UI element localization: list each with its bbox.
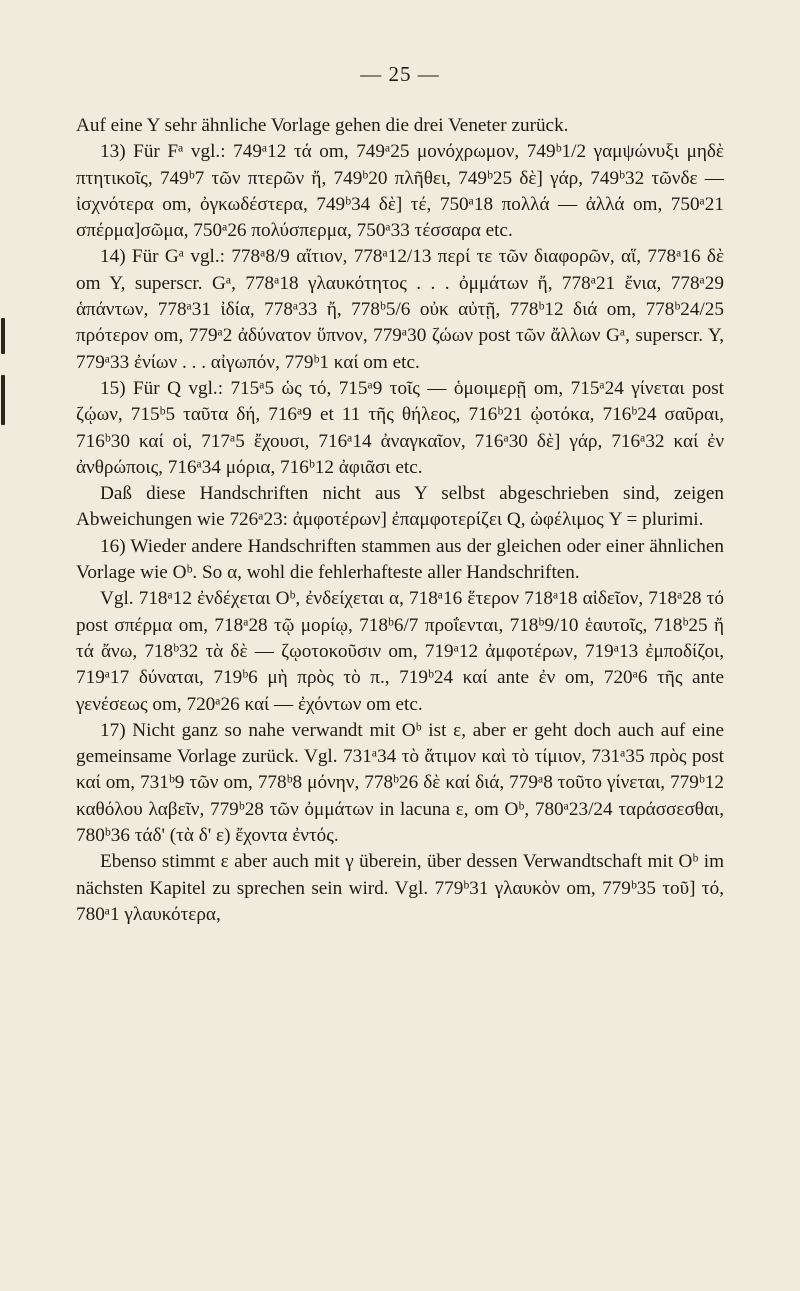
paragraph: Daß diese Handschriften nicht aus Y selbst abgeschrieben sind, zeigen Abweichungen wie 726ᵃ23: ἀμφοτέρων] ἐπαμφοτερίζει Q, ὠφέλιμος Y = plurimi. <box>76 483 724 531</box>
edge-mark <box>1 318 5 354</box>
document-page <box>76 62 724 928</box>
paragraph: 15) Für Q vgl.: 715ᵃ5 ὡς τό, 715ᵃ9 τοῖς — ὁμοιμερῇ om, 715ᵃ24 γίνεται post ζῴων, 715ᵇ5 ταῦτα δή, 716ᵃ9 et 11 τῆς θήλεος, 716ᵇ21 ᾠοτόκα, 716ᵇ24 σαῦραι, 716ᵇ30 καί οἱ, 717ᵃ5 ἔχουσι, 716ᵃ14 ἀναγκαῖον, 716ᵃ30 δὲ] γάρ, 716ᵃ32 καί ἐν ἀνθρώποις, 716ᵃ34 μόρια, 716ᵇ12 ἀφιᾶσι etc. <box>76 377 724 478</box>
body-text <box>76 113 724 928</box>
paragraph: 14) Für Gᵃ vgl.: 778ᵃ8/9 αἴτιον, 778ᵃ12/13 περί τε τῶν διαφορῶν, αἵ, 778ᵃ16 δὲ om Y, superscr. Gᵃ, 778ᵃ18 γλαυκότητος . . . ὀμμάτων ἤ, 778ᵃ21 ἔνια, 778ᵃ29 ἁπάντων, 778ᵃ31 ἰδία, 778ᵃ33 ἤ, 778ᵇ5/6 οὐκ αὐτῇ, 778ᵇ12 διά om, 778ᵇ24/25 πρότερον om, 779ᵃ2 ἀδύνατον ὕπνον, 779ᵃ30 ζώων post τῶν ἄλλων Gᵃ, superscr. Y, 779ᵃ33 ἐνίων . . . αἰγωπόν, 779ᵇ1 καί om etc. <box>76 246 724 373</box>
page-edge-marks <box>0 0 14 1291</box>
paragraph: Ebenso stimmt ε aber auch mit γ überein, über dessen Verwandtschaft mit Oᵇ im nächsten Kapitel zu sprechen sein wird. Vgl. 779ᵇ31 γλαυκὸν om, 779ᵇ35 τοῦ] τό, 780ᵃ1 γλαυκότερα, <box>76 851 724 925</box>
edge-mark <box>1 375 5 425</box>
paragraph: 13) Für Fᵃ vgl.: 749ᵃ12 τά om, 749ᵃ25 μονόχρωμον, 749ᵇ1/2 γαμψώνυξι μηδὲ πτητικοῖς, 749ᵇ7 τῶν πτερῶν ἤ, 749ᵇ20 πλῆθει, 749ᵇ25 δὲ] γάρ, 749ᵇ32 τῶνδε — ἰσχνότερα om, ὀγκωδέστερα, 749ᵇ34 δὲ] τέ, 750ᵃ18 πολλά — ἀλλά om, 750ᵃ21 σπέρμα]σῶμα, 750ᵃ26 πολύσπερμα, 750ᵃ33 τέσσαρα etc. <box>76 141 724 242</box>
paragraph: Vgl. 718ᵃ12 ἐνδέχεται Oᵇ, ἐνδείχεται α, 718ᵃ16 ἕτερον 718ᵃ18 αἰδεῖον, 718ᵃ28 τό post σπέρμα om, 718ᵃ28 τῷ μορίῳ, 718ᵇ6/7 προΐενται, 718ᵇ9/10 ἑαυτοῖς, 718ᵇ25 ἤ τά ἄνω, 718ᵇ32 τὰ δὲ — ζῳοτοκοῦσιν om, 719ᵃ12 ἀμφοτέρων, 719ᵃ13 ἐμποδίζοι, 719ᵃ17 δύναται, 719ᵇ6 μὴ πρὸς τὸ π., 719ᵇ24 καί ante ἐν om, 720ᵃ6 τῆς ante γενέσεως om, 720ᵃ26 καί — ἐχόντων om etc. <box>76 588 724 715</box>
paragraph: 16) Wieder andere Handschriften stammen aus der gleichen oder einer ähnlichen Vorlage wie Oᵇ. So α, wohl die fehlerhafteste aller Handschriften. <box>76 535 724 584</box>
paragraph: 17) Nicht ganz so nahe verwandt mit Oᵇ ist ε, aber er geht doch auch auf eine gemeinsame Vorlage zurück. Vgl. 731ᵃ34 τὸ ἄτιμον καὶ τὸ τίμιον, 731ᵃ35 πρὸς post καί om, 731ᵇ9 τῶν om, 778ᵇ8 μόνην, 778ᵇ26 δὲ καί διά, 779ᵃ8 τοῦτο γίνεται, 779ᵇ12 καθόλου λαβεῖν, 779ᵇ28 τῶν ὀμμάτων in lacuna ε, om Oᵇ, 780ᵃ23/24 ταράσσεσθαι, 780ᵇ36 τάδ' (τὰ δ' ε) ἔχοντα ἐντός. <box>76 719 724 847</box>
paragraph: Auf eine Y sehr ähnliche Vorlage gehen die drei Veneter zurück. <box>76 115 569 136</box>
page-number: — 25 — <box>360 62 440 86</box>
